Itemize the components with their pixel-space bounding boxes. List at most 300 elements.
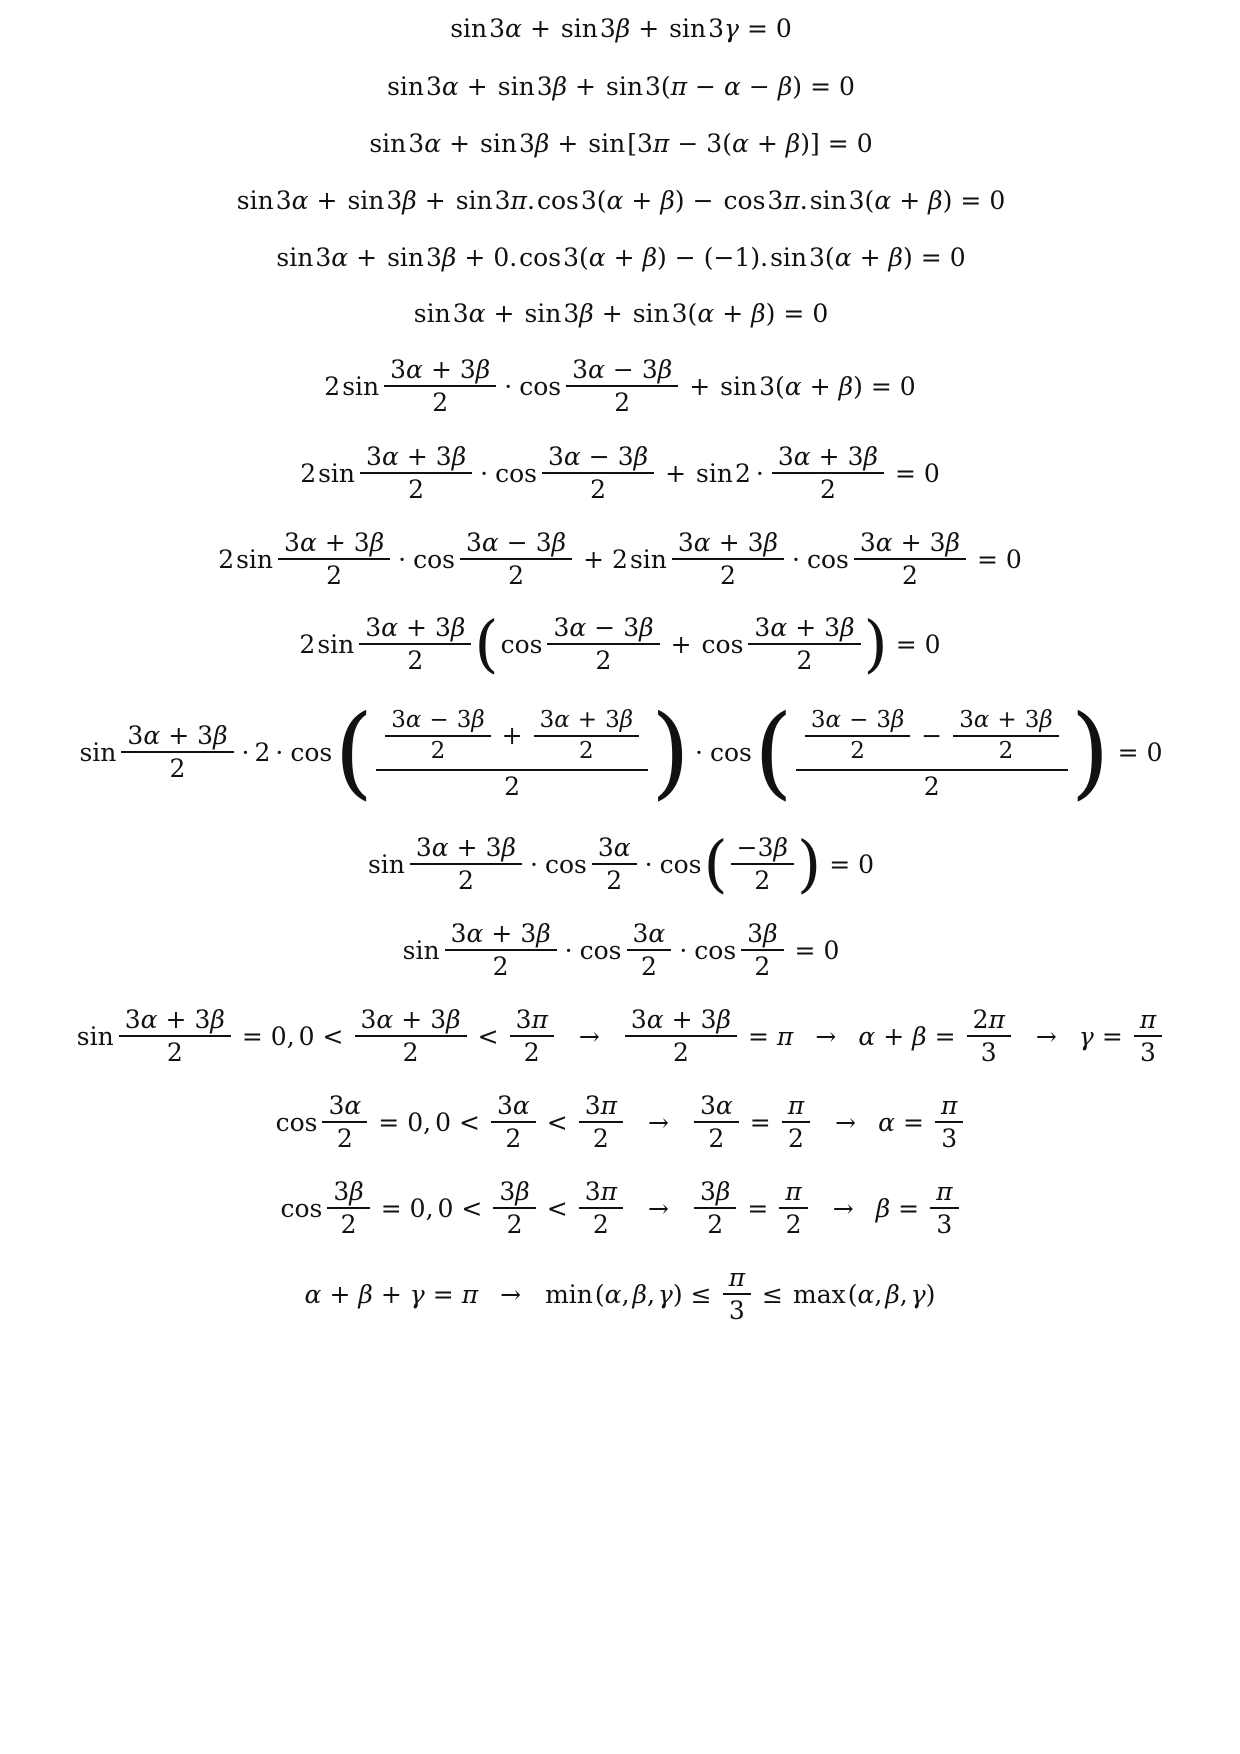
num: 3 [671, 299, 688, 328]
num: 0 [409, 1193, 426, 1223]
var-beta: β [358, 1279, 373, 1309]
var-alpha: α [793, 442, 811, 471]
var-beta: β [657, 355, 673, 384]
denominator: 2 [614, 388, 631, 417]
denominator: 3 [941, 1124, 958, 1153]
op-plus: + [316, 186, 338, 215]
num: 3 [959, 706, 974, 733]
var-alpha: α [697, 299, 715, 328]
equation-line-6 [0, 301, 1240, 326]
num: 3 [677, 528, 694, 557]
op-plus: + [575, 72, 596, 101]
var-gamma: γ [1078, 1021, 1094, 1051]
fraction [731, 832, 794, 896]
denominator: 2 [592, 1210, 609, 1239]
var-alpha: α [825, 706, 842, 733]
var-beta: β [213, 721, 228, 750]
var-beta: β [534, 129, 550, 158]
var-alpha: α [569, 613, 587, 642]
numerator [493, 1176, 535, 1207]
var-beta: β [579, 299, 594, 328]
op-lt: < [322, 1021, 344, 1051]
op-eq: = [432, 1279, 454, 1309]
num: 3 [810, 706, 826, 733]
equation-line-7 [0, 354, 1240, 418]
num: 3 [520, 919, 537, 948]
numerator [359, 612, 471, 643]
op-minus: − [748, 72, 770, 101]
op-cdot: · [275, 737, 284, 767]
var-pi: π [531, 1005, 548, 1034]
op-plus: + [670, 629, 692, 659]
var-beta: β [501, 833, 516, 862]
fraction [445, 918, 557, 982]
var-alpha: α [770, 613, 788, 642]
var-beta: β [552, 72, 568, 101]
op-eq: = [827, 129, 849, 158]
paren: ) [800, 129, 811, 158]
op-eq: = [976, 544, 998, 574]
cos-func: cos [495, 458, 537, 488]
denominator: 2 [407, 646, 424, 675]
op-plus: + [165, 1005, 187, 1034]
num: 0 [435, 1107, 451, 1137]
var-beta: β [615, 14, 631, 43]
num: 3 [824, 613, 841, 642]
numerator [748, 612, 860, 643]
var-alpha: α [878, 1107, 896, 1137]
var-beta: β [890, 706, 905, 733]
sin-func: sin [276, 243, 314, 272]
denominator: 2 [592, 1124, 609, 1153]
op-plus: + [899, 186, 921, 215]
numerator [119, 1004, 231, 1035]
denominator: 2 [819, 475, 836, 504]
num: 3 [605, 706, 620, 733]
num: 2 [254, 737, 271, 767]
dot: . [509, 243, 518, 272]
op-plus: + [665, 458, 687, 488]
denominator: 2 [901, 561, 918, 590]
op-cdot: · [564, 935, 573, 965]
var-beta: β [632, 1279, 647, 1309]
denominator: 2 [785, 1210, 802, 1239]
num: 3 [563, 299, 580, 328]
sin-func: sin [632, 299, 670, 328]
comma: , [286, 1021, 295, 1051]
var-alpha: α [344, 1091, 362, 1120]
fraction [694, 1176, 736, 1240]
fraction [410, 832, 522, 896]
op-minus: − [695, 72, 716, 101]
var-alpha: α [646, 1005, 664, 1034]
op-plus: + [859, 243, 881, 272]
numerator [854, 527, 966, 558]
num: 3 [197, 721, 214, 750]
op-eq: = [903, 1107, 924, 1137]
var-alpha: α [731, 129, 749, 158]
var-alpha: α [512, 1091, 530, 1120]
num: 3 [333, 1177, 350, 1206]
num: 2 [324, 371, 341, 401]
num: 3 [597, 833, 614, 862]
numerator [579, 1176, 623, 1207]
var-beta: β [639, 613, 654, 642]
op-minus: − [849, 706, 869, 733]
sin-func: sin [387, 243, 424, 272]
var-alpha: α [554, 706, 570, 733]
paren-right: ) [651, 693, 691, 810]
sin-func: sin [236, 186, 274, 215]
fraction [322, 1090, 367, 1154]
arrow-icon: → [578, 1021, 600, 1051]
cos-func: cos [500, 629, 543, 659]
op-cdot: · [504, 371, 513, 401]
numerator [566, 354, 678, 385]
denominator: 2 [672, 1038, 689, 1067]
var-beta: β [451, 442, 467, 471]
denominator: 2 [504, 771, 521, 801]
num: 3 [489, 14, 506, 43]
op-plus: + [356, 243, 378, 272]
fraction [534, 706, 639, 766]
sin-func: sin [402, 935, 440, 965]
num: (−1) [703, 243, 761, 272]
op-plus: + [638, 14, 660, 43]
cos-func: cos [579, 935, 622, 965]
num: 3 [777, 442, 794, 471]
denominator: 2 [640, 952, 657, 981]
var-pi: π [776, 1021, 794, 1051]
fraction [930, 1176, 958, 1240]
op-plus: + [631, 186, 653, 215]
denominator: 2 [169, 754, 186, 783]
num: 3 [584, 1091, 601, 1120]
var-alpha: α [331, 243, 349, 272]
op-eq: = [870, 371, 892, 401]
op-minus: − [692, 186, 714, 215]
num: 3 [391, 706, 406, 733]
num: 0 [1146, 737, 1163, 767]
sin-func: sin [450, 14, 488, 43]
num: 3 [494, 186, 511, 215]
op-plus: + [671, 1005, 693, 1034]
fraction [579, 1090, 623, 1154]
arrow-icon: → [648, 1193, 669, 1223]
op-minus: − [736, 833, 758, 862]
op-cdot: · [644, 849, 653, 879]
numerator [741, 918, 783, 949]
sin-func: sin [76, 1021, 114, 1051]
equation-line-1 [0, 16, 1240, 41]
op-plus: + [491, 919, 513, 948]
op-plus: + [557, 129, 579, 158]
op-plus: + [718, 528, 740, 557]
num: 3 [315, 243, 332, 272]
comma: , [621, 1279, 630, 1309]
op-minus: − [674, 243, 696, 272]
bracket: [ [627, 129, 637, 158]
op-lt: < [546, 1107, 568, 1137]
denominator: 2 [850, 737, 865, 764]
op-eq: = [380, 1193, 402, 1223]
numerator [592, 832, 637, 863]
op-minus: − [921, 721, 943, 750]
denominator: 2 [326, 561, 343, 590]
numerator [278, 527, 390, 558]
num: 3 [353, 528, 370, 557]
num: 3 [284, 528, 300, 557]
var-alpha: α [299, 528, 317, 557]
var-alpha: α [143, 721, 161, 750]
num: 2 [300, 458, 317, 488]
denominator: 3 [980, 1038, 997, 1067]
cos-func: cos [544, 849, 587, 879]
op-cdot: · [755, 458, 764, 488]
op-eq: = [829, 849, 851, 879]
fraction [967, 1004, 1011, 1068]
denominator: 2 [492, 952, 509, 981]
var-beta: β [885, 1279, 900, 1309]
num: 3 [390, 355, 407, 384]
denominator: 3 [936, 1210, 953, 1239]
num: 3 [584, 1177, 601, 1206]
compound-fraction [376, 703, 648, 802]
num: 3 [848, 186, 865, 215]
numerator [121, 720, 233, 751]
cos-func: cos [723, 186, 766, 215]
num: 3 [1024, 706, 1040, 733]
var-pi: π [461, 1279, 479, 1309]
op-plus: + [883, 1021, 905, 1051]
fraction [694, 1090, 739, 1154]
numerator: π [728, 1263, 746, 1292]
var-pi: π [600, 1091, 618, 1120]
cos-func: cos [806, 544, 849, 574]
var-beta: β [642, 243, 658, 272]
equation-line-15 [0, 1090, 1240, 1154]
op-plus: + [722, 299, 744, 328]
op-plus: + [900, 528, 922, 557]
var-alpha: α [406, 355, 423, 384]
numerator: π [940, 1091, 958, 1120]
sin-func: sin [480, 129, 517, 158]
var-alpha: α [381, 442, 399, 471]
sin-func: sin [606, 72, 643, 101]
numerator [805, 706, 910, 735]
sin-func: sin [342, 371, 380, 401]
num: 3 [435, 613, 451, 642]
numerator [672, 527, 784, 558]
num: 3 [426, 72, 442, 101]
numerator [410, 832, 522, 863]
num: 3 [623, 613, 640, 642]
numerator: π [785, 1177, 802, 1206]
paren: ) [657, 243, 667, 272]
var-alpha: α [481, 528, 499, 557]
denominator: 2 [708, 1124, 725, 1153]
var-beta: β [773, 833, 788, 862]
var-pi: π [783, 186, 800, 215]
sin-func: sin [79, 737, 117, 767]
paren-right: ) [1070, 693, 1110, 810]
paren: ( [775, 371, 785, 401]
num: 3 [452, 299, 469, 328]
op-plus: + [818, 442, 840, 471]
fraction [493, 1176, 535, 1240]
var-alpha: α [715, 1091, 733, 1120]
num: 3 [515, 1005, 532, 1034]
num: 3 [929, 528, 946, 557]
sin-func: sin [696, 458, 733, 488]
num: 0 [823, 935, 840, 965]
comma: , [423, 1107, 432, 1137]
num: 3 [365, 613, 382, 642]
op-plus: + [583, 544, 605, 574]
num: 3 [535, 528, 552, 557]
num: 3 [747, 528, 764, 557]
denominator: 2 [430, 737, 446, 764]
numerator [967, 1004, 1011, 1035]
paren: ( [660, 72, 671, 101]
dot: . [760, 243, 769, 272]
denominator: 2 [796, 646, 813, 675]
sin-func: sin [387, 72, 424, 101]
fraction [779, 1176, 807, 1240]
denominator: 2 [523, 1038, 540, 1067]
num: 0 [949, 243, 966, 272]
op-plus: + [424, 186, 446, 215]
op-eq: = [747, 1021, 769, 1051]
var-beta: β [369, 528, 385, 557]
paren: ) [925, 1279, 936, 1309]
var-alpha: α [648, 919, 666, 948]
fraction [547, 612, 659, 676]
paren: ( [847, 1279, 858, 1309]
op-plus: + [613, 243, 635, 272]
bracket: ] [810, 129, 820, 158]
num: 0 [839, 72, 855, 101]
op-lt: < [461, 1193, 483, 1223]
num: 3 [708, 14, 724, 43]
sin-func: sin [347, 186, 385, 215]
arrow-icon: → [500, 1279, 522, 1309]
fraction [935, 1090, 963, 1154]
var-alpha: α [973, 706, 990, 733]
equation-line-3 [0, 131, 1240, 156]
paren: ( [596, 186, 607, 215]
cos-func: cos [701, 629, 744, 659]
num: 3 [757, 833, 774, 862]
var-alpha: α [140, 1005, 158, 1034]
op-eq: = [920, 243, 942, 272]
numerator [384, 354, 496, 385]
op-lt: < [546, 1193, 568, 1223]
num: 3 [426, 243, 442, 272]
cos-func: cos [694, 935, 737, 965]
paren-left: ( [474, 607, 499, 680]
numerator [694, 1090, 739, 1121]
num: 3 [754, 613, 771, 642]
var-beta: β [888, 243, 903, 272]
denominator: 2 [402, 1038, 419, 1067]
numerator [547, 612, 659, 643]
equation-line-5 [0, 245, 1240, 270]
paren: ) [853, 371, 863, 401]
numerator [385, 706, 490, 735]
var-beta: β [875, 1193, 891, 1223]
num: 3 [747, 919, 764, 948]
op-plus: + [406, 442, 428, 471]
num: 3 [859, 528, 876, 557]
cos-func: cos [519, 371, 562, 401]
num: 3 [127, 721, 144, 750]
num: 3 [572, 355, 588, 384]
var-alpha: α [784, 371, 802, 401]
fraction [566, 354, 678, 418]
num: 3 [630, 1005, 647, 1034]
fraction [542, 441, 654, 505]
num: 0 [924, 629, 941, 659]
num: 3 [456, 706, 472, 733]
num: 3 [547, 442, 564, 471]
op-plus: + [756, 129, 778, 158]
var-alpha: α [604, 1279, 622, 1309]
num: 3 [699, 1177, 716, 1206]
paren: ) [942, 186, 953, 215]
num: 0 [775, 14, 792, 43]
var-gamma: γ [723, 14, 739, 43]
fraction [854, 527, 966, 591]
numerator [322, 1090, 367, 1121]
fraction [627, 918, 672, 982]
sin-func: sin [809, 186, 847, 215]
num: 3 [459, 355, 476, 384]
op-plus: + [529, 14, 551, 43]
equation-line-17 [0, 1262, 1240, 1326]
denominator: 2 [508, 561, 524, 590]
cos-func: cos [709, 737, 752, 767]
denominator: 2 [505, 1124, 522, 1153]
fraction [723, 1262, 751, 1326]
var-beta: β [838, 371, 854, 401]
numerator [579, 1090, 623, 1121]
denominator: 2 [408, 475, 425, 504]
var-beta: β [763, 528, 778, 557]
num: 0 [856, 129, 873, 158]
var-beta: β [619, 706, 633, 733]
op-plus: + [329, 1279, 351, 1309]
num: 3 [539, 706, 555, 733]
comma: , [899, 1279, 908, 1309]
var-alpha: α [291, 186, 309, 215]
var-beta: β [751, 299, 766, 328]
denominator: 2 [754, 952, 771, 981]
denominator: 2 [432, 388, 449, 417]
num: 3 [415, 833, 432, 862]
op-eq: = [746, 14, 768, 43]
sin-func: sin [588, 129, 626, 158]
numerator [625, 1004, 737, 1035]
op-plus: + [809, 371, 831, 401]
fraction [579, 1176, 623, 1240]
equation-line-13 [0, 918, 1240, 982]
op-plus: + [430, 355, 452, 384]
var-beta: β [633, 442, 649, 471]
sin-func: sin [317, 629, 355, 659]
cos-func: cos [280, 1193, 323, 1223]
numerator [510, 1004, 554, 1035]
